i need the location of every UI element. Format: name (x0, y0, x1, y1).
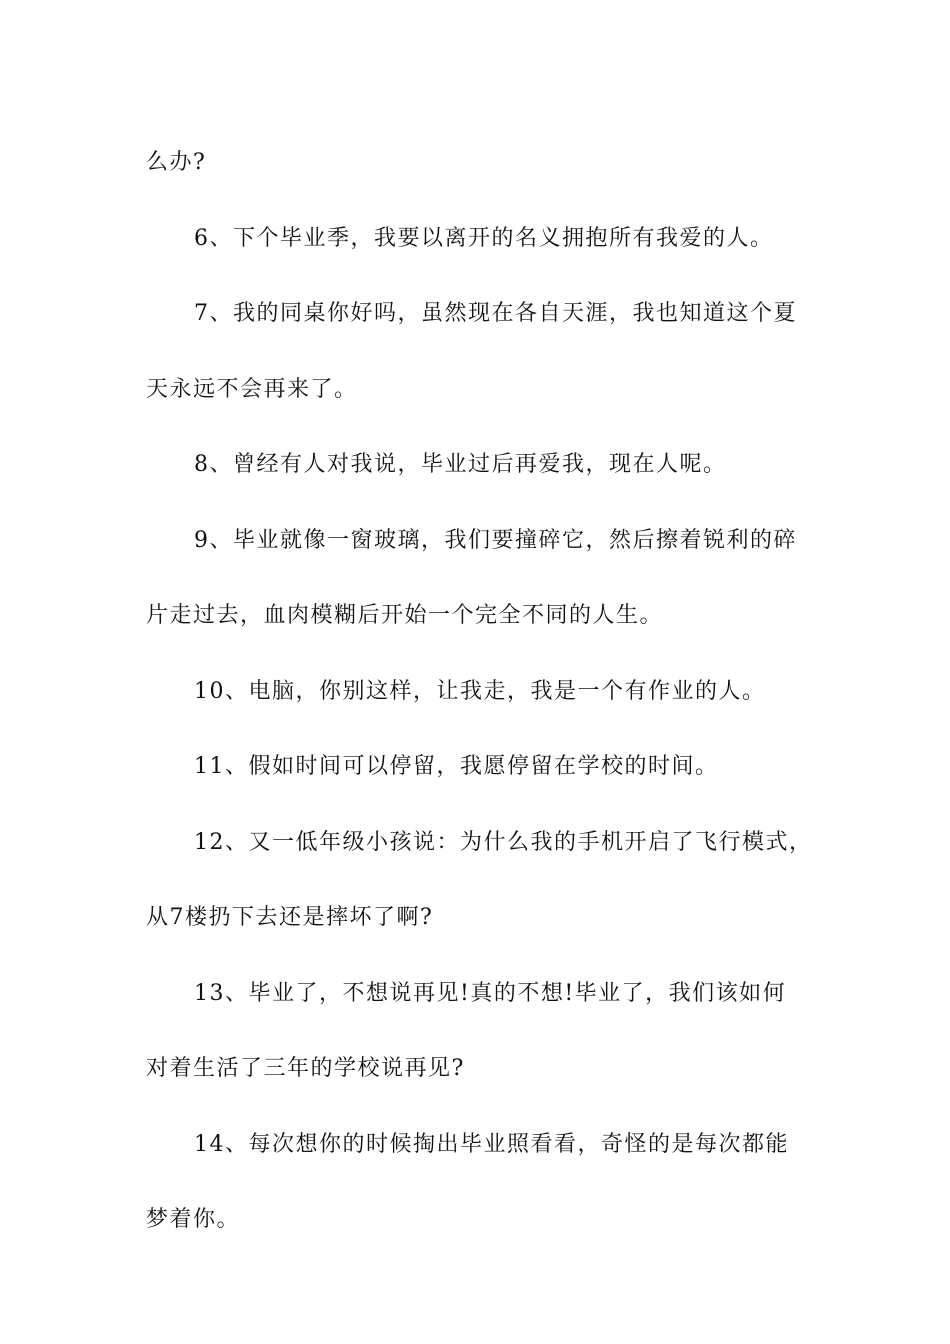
text-line-item-13-cont: 对着生活了三年的学校说再见? (146, 1056, 465, 1081)
text-line-item-7: 7、我的同桌你好吗，虽然现在各自天涯，我也知道这个夏 (194, 301, 797, 326)
text-line-continuation: 么办? (146, 150, 207, 175)
text-line-item-9: 9、毕业就像一窗玻璃，我们要撞碎它，然后擦着锐利的碎 (194, 527, 797, 553)
text-line-item-12: 12、又一低年级小孩说：为什么我的手机开启了飞行模式， (194, 829, 813, 855)
text-line-item-8: 8、曾经有人对我说，毕业过后再爱我，现在人呢。 (194, 452, 727, 477)
document-body (146, 125, 813, 1258)
text-line-item-14-cont: 梦着你。 (146, 1207, 241, 1232)
text-line-item-11: 11、假如时间可以停留，我愿停留在学校的时间。 (194, 754, 719, 779)
text-line-item-12-cont: 从7楼扔下去还是摔坏了啊? (146, 905, 434, 930)
text-line-item-14: 14、每次想你的时候掏出毕业照看看，奇怪的是每次都能 (194, 1131, 789, 1157)
text-line-item-6: 6、下个毕业季，我要以离开的名义拥抱所有我爱的人。 (194, 225, 774, 251)
text-line-item-10: 10、电脑，你别这样，让我走，我是一个有作业的人。 (194, 678, 766, 704)
text-line-item-7-cont: 天永远不会再来了。 (146, 376, 358, 402)
text-line-item-9-cont: 片走过去，血肉模糊后开始一个完全不同的人生。 (146, 603, 664, 628)
text-line-item-13: 13、毕业了，不想说再见!真的不想!毕业了，我们该如何 (194, 980, 787, 1006)
